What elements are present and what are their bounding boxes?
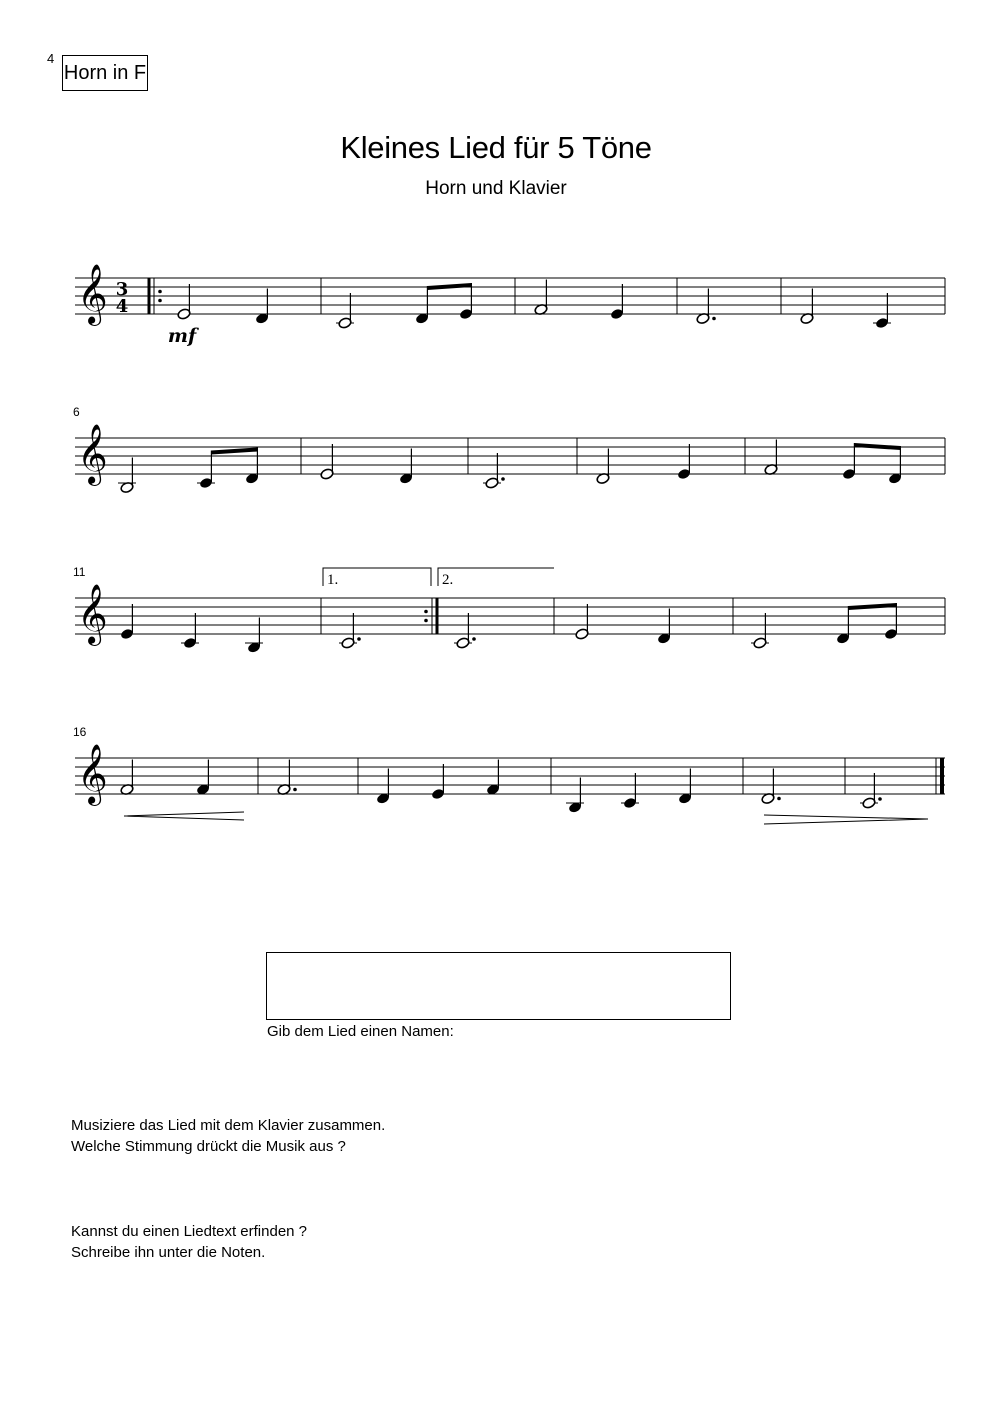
notation-layer	[75, 264, 945, 824]
part-name-box: Horn in F	[62, 55, 148, 91]
time-signature-top: 3	[115, 279, 129, 300]
note-beam	[848, 603, 896, 610]
augmentation-dot	[501, 477, 505, 481]
page-title: Kleines Lied für 5 Töne	[340, 130, 652, 165]
augmentation-dot	[712, 317, 716, 321]
page-number: 4	[47, 51, 55, 66]
augmentation-dot	[357, 637, 361, 641]
instruction-2-line-1: Kannst du einen Liedtext erfinden ?	[71, 1223, 308, 1240]
treble-clef-icon: 𝄞	[77, 744, 108, 804]
measure-number-11: 11	[73, 565, 86, 579]
crescendo-hairpin	[124, 812, 244, 820]
instruction-1-line-2: Welche Stimmung drückt die Musik aus ?	[71, 1138, 346, 1155]
repeat-dot	[424, 610, 428, 614]
repeat-dot	[158, 299, 162, 303]
treble-clef-icon: 𝄞	[77, 424, 108, 484]
time-signature-bottom: 4	[115, 296, 129, 317]
repeat-dot	[158, 290, 162, 294]
measure-number-16: 16	[73, 725, 87, 739]
decrescendo-hairpin	[764, 815, 928, 824]
page-subtitle: Horn und Klavier	[425, 178, 567, 199]
treble-clef-icon: 𝄞	[77, 264, 108, 324]
augmentation-dot	[878, 797, 882, 801]
volta-2-bracket	[438, 568, 554, 586]
augmentation-dot	[777, 797, 781, 801]
note-beam	[427, 283, 471, 290]
instruction-2-line-2: Schreibe ihn unter die Noten.	[71, 1244, 266, 1261]
augmentation-dot	[472, 637, 476, 641]
measure-number-6: 6	[73, 405, 80, 419]
volta-1-bracket	[323, 568, 431, 586]
volta-1-label: 1.	[327, 572, 339, 588]
volta-2-label: 2.	[442, 572, 454, 588]
repeat-dot	[424, 619, 428, 623]
augmentation-dot	[293, 788, 297, 792]
song-name-label: Gib dem Lied einen Namen:	[267, 1023, 454, 1040]
note-beam	[854, 443, 900, 450]
song-name-input[interactable]	[266, 952, 731, 1020]
note-beam	[211, 448, 257, 455]
dynamic-mark: mf	[167, 325, 197, 347]
treble-clef-icon: 𝄞	[77, 584, 108, 644]
instruction-1-line-1: Musiziere das Lied mit dem Klavier zusammen.	[71, 1117, 386, 1134]
